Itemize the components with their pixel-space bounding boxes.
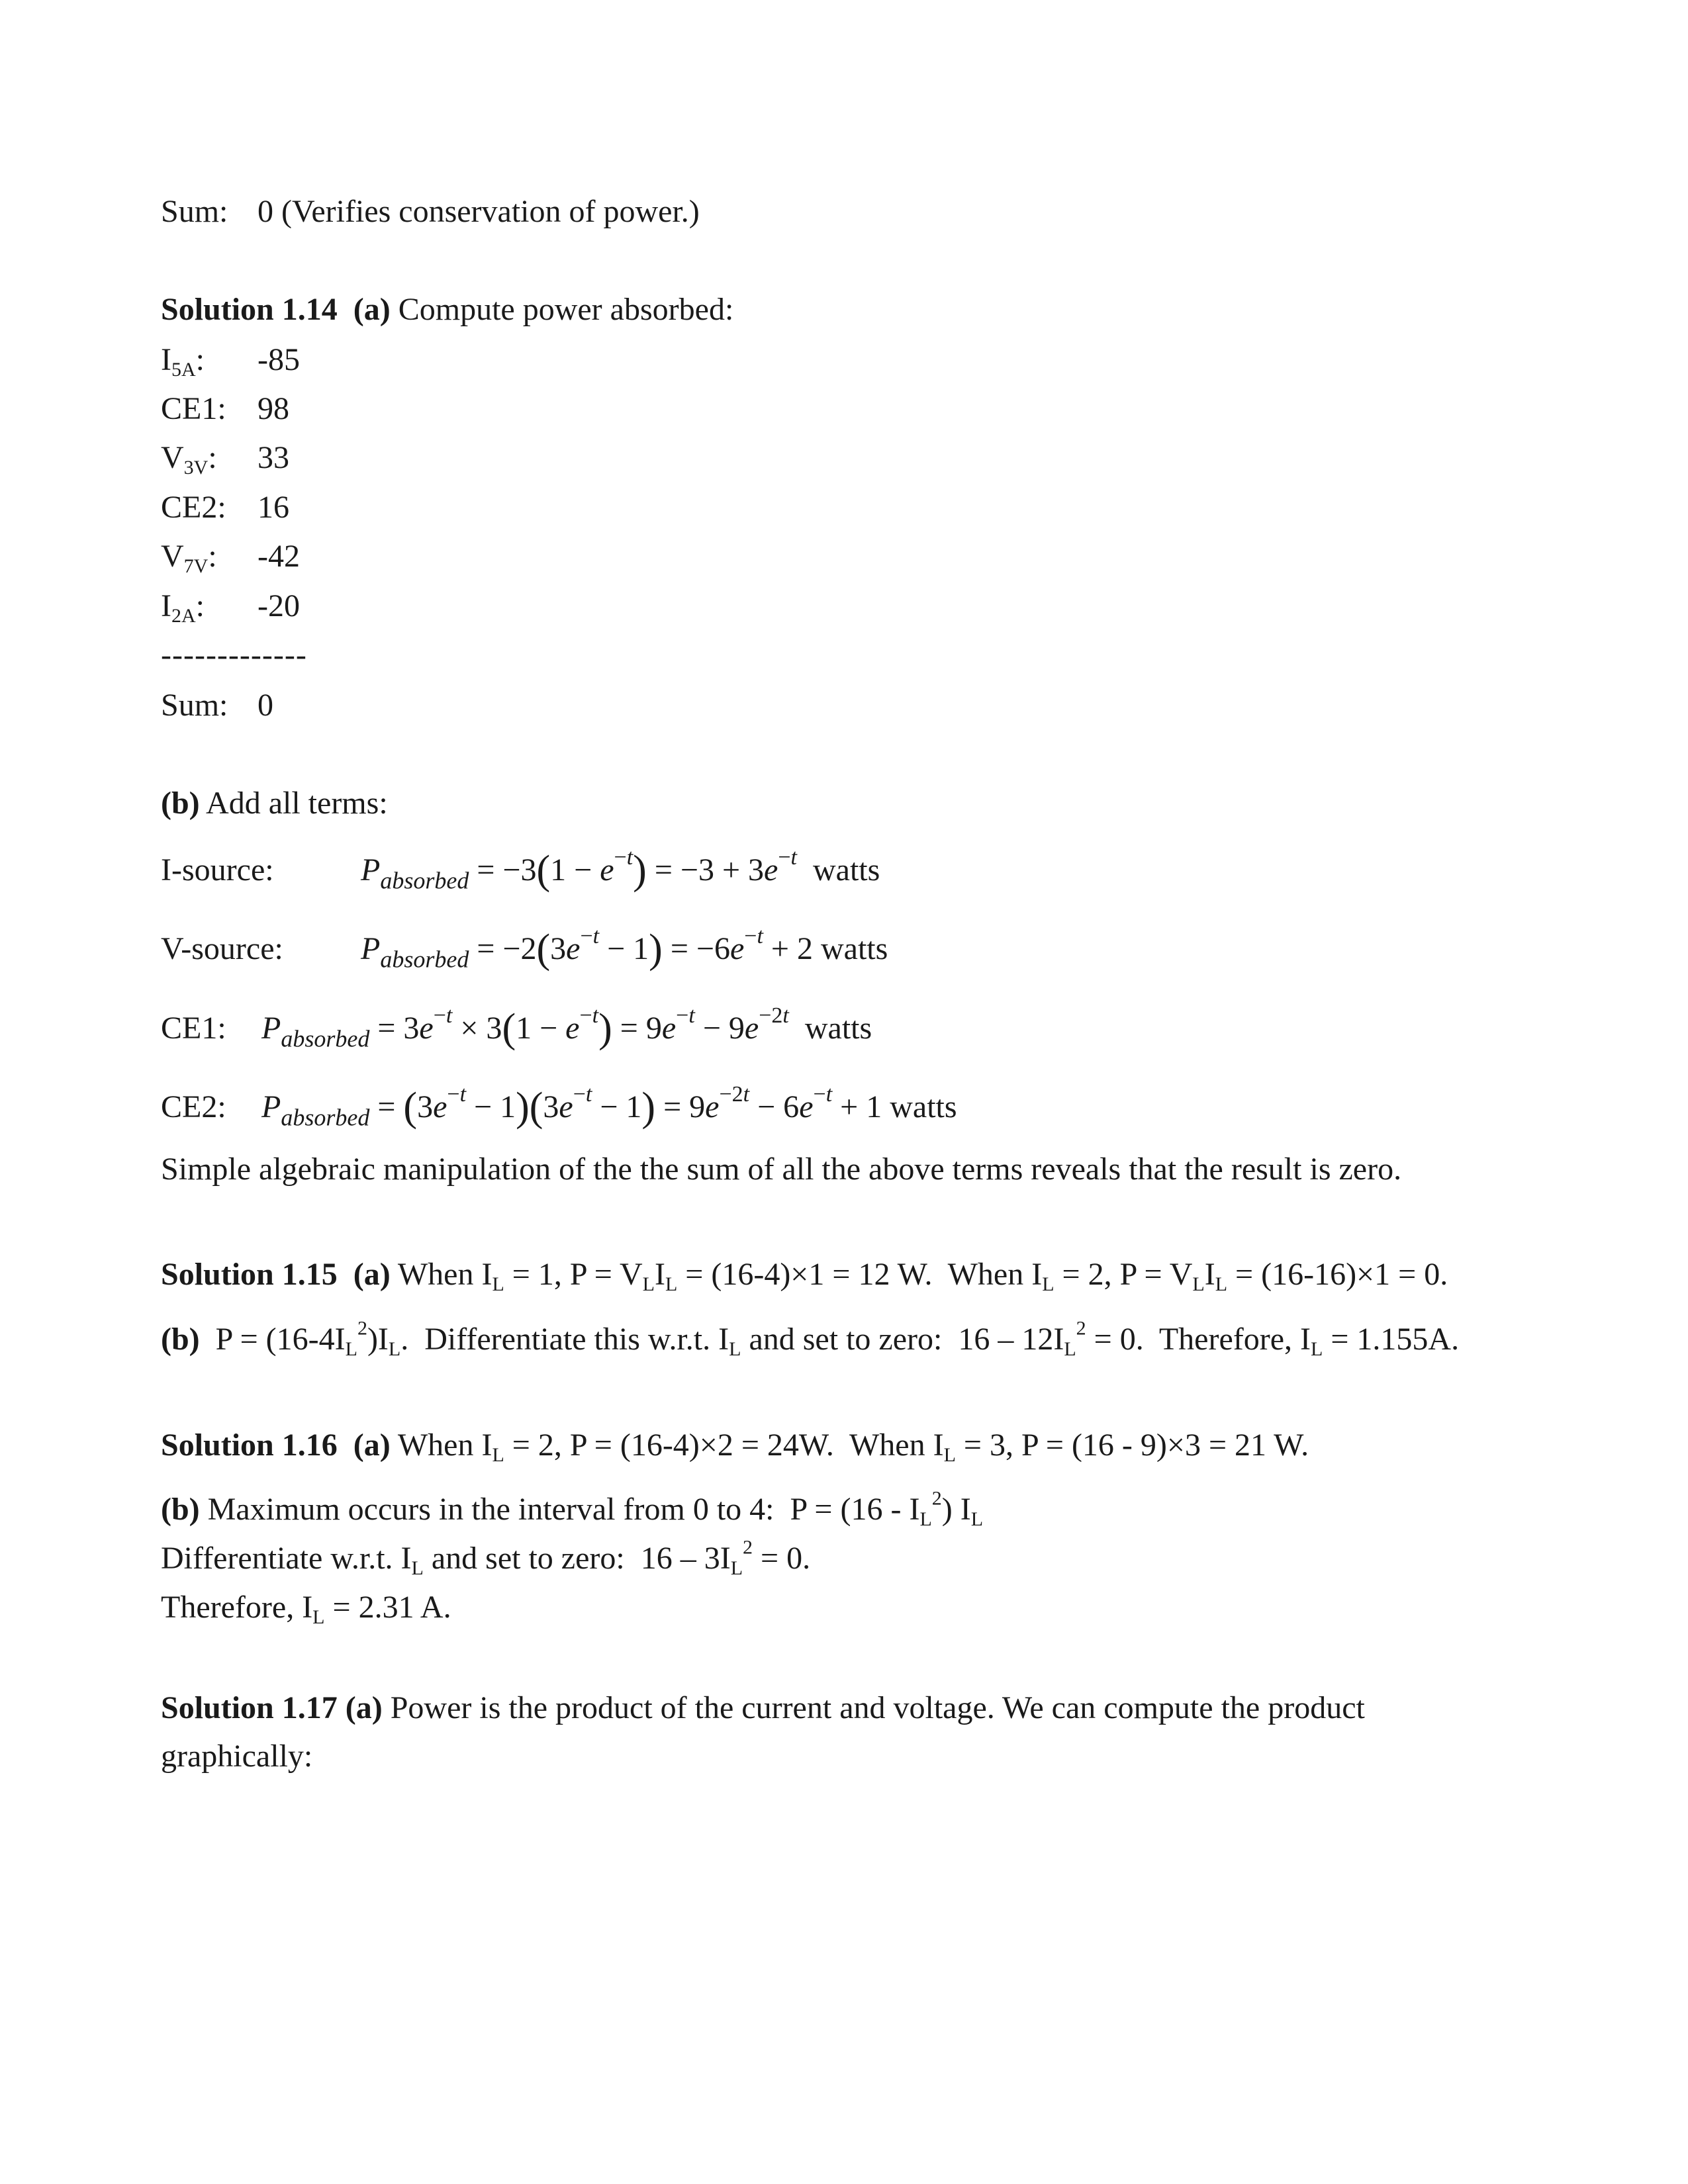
solution-1-17-line-1 bbox=[161, 1692, 1365, 1724]
part-label: (b) bbox=[161, 1322, 200, 1357]
part-label: (b) bbox=[161, 1492, 200, 1527]
solution-1-16-line-3: Differentiate w.r.t. $I_L$ and set to zero: $16 - 3I_L^2 = 0$. bbox=[161, 1536, 811, 1579]
solution-1-16-line-4: Therefore, $I_L = 2.31$ A. bbox=[161, 1590, 451, 1628]
power-row: $I_{5A}$: -85 bbox=[161, 342, 300, 381]
power-row: CE2: 16 bbox=[161, 490, 289, 525]
power-value: -20 bbox=[258, 588, 300, 623]
equation-body: $P_{absorbed} = (3e^{-t} - 1)(3e^{-t} - 1) = 9e^{-2t} - 6e^{-t} + 1$ watts bbox=[261, 1082, 957, 1131]
intro-text: Compute power absorbed: bbox=[398, 292, 734, 327]
body-text: Power is the product of the current and voltage. We can compute the product bbox=[390, 1690, 1365, 1725]
conclusion-text: Simple algebraic manipulation of the the sum of all the above terms reveals that the result is zero. bbox=[161, 1152, 1402, 1187]
sum-label: Sum: bbox=[161, 194, 228, 229]
part-label: (a) bbox=[353, 1257, 391, 1292]
solution-heading: Solution 1.14 bbox=[161, 292, 338, 327]
part-b-text: Add all terms: bbox=[206, 786, 388, 821]
solution-1-16-line-2: (b) Maximum occurs in the interval from 0 to 4: $P = (16 - I_L^2)$ $I_L$ bbox=[161, 1487, 984, 1530]
sum-line bbox=[161, 194, 700, 229]
solution-heading: Solution 1.17 bbox=[161, 1690, 338, 1725]
power-value: 16 bbox=[258, 490, 289, 525]
equation-label: V-source: bbox=[161, 931, 283, 966]
solution-1-17-line-2: graphically: bbox=[161, 1739, 313, 1774]
power-row: $I_{2A}$: -20 bbox=[161, 588, 300, 627]
solution-heading: Solution 1.16 bbox=[161, 1428, 338, 1463]
sum-text: 0 (Verifies conservation of power.) bbox=[258, 194, 700, 229]
equation-label: CE2: bbox=[161, 1089, 226, 1124]
part-label: (b) bbox=[161, 786, 200, 821]
power-row: $V_{3V}$: 33 bbox=[161, 440, 289, 478]
solution-1-15-line-1: Solution 1.15 (a) When $I_L = 1$, $P = V_LI_L = (16-4)\times 1 = 12$ W. When $I_L = 2$, $P = V_LI_L = (16-16)\times 1 = 0$. bbox=[161, 1257, 1448, 1295]
solution-1-14-heading-line bbox=[161, 294, 733, 326]
power-value: -42 bbox=[258, 539, 300, 574]
solution-heading: Solution 1.15 bbox=[161, 1257, 338, 1292]
part-label: (a) bbox=[345, 1690, 383, 1725]
equation-label: I-source: bbox=[161, 852, 274, 887]
equation-body: $P_{absorbed} = 3e^{-t} \times 3(1 - e^{-t}) = 9e^{-t} - 9e^{-2t}$ watts bbox=[261, 1003, 872, 1052]
equation-label: CE1: bbox=[161, 1011, 226, 1046]
equation-body: $P_{absorbed} = -3(1 - e^{-t}) = -3 + 3e^{-t}$ watts bbox=[361, 845, 880, 894]
equation-body: $P_{absorbed} = -2(3e^{-t} - 1) = -6e^{-t} + 2$ watts bbox=[361, 924, 888, 973]
part-b-line bbox=[161, 788, 388, 819]
power-value: 98 bbox=[258, 391, 289, 426]
sum-row: Sum: 0 bbox=[161, 688, 273, 723]
part-label: (a) bbox=[353, 1428, 391, 1463]
sum-value: 0 bbox=[258, 688, 273, 723]
power-row: CE1: 98 bbox=[161, 391, 289, 426]
dash-divider: ------------- bbox=[161, 637, 307, 672]
power-row: $V_{7V}$: -42 bbox=[161, 539, 300, 577]
solution-1-15-line-2: (b) $P = (16-4I_L^2)I_L$. Differentiate this w.r.t. $I_L$ and set to zero: $16 - 12I_L^2 = 0$. Therefore, $I_L = 1.155A$. bbox=[161, 1317, 1460, 1360]
solution-1-16-line-1: Solution 1.16 (a) When $I_L = 2$, P = (16-4)×2 = 24W. When $I_L = 3$, P = (16 - 9)×3 = 21 W. bbox=[161, 1428, 1309, 1466]
power-value: 33 bbox=[258, 440, 289, 475]
power-value: -85 bbox=[258, 342, 300, 377]
part-label: (a) bbox=[353, 292, 391, 327]
